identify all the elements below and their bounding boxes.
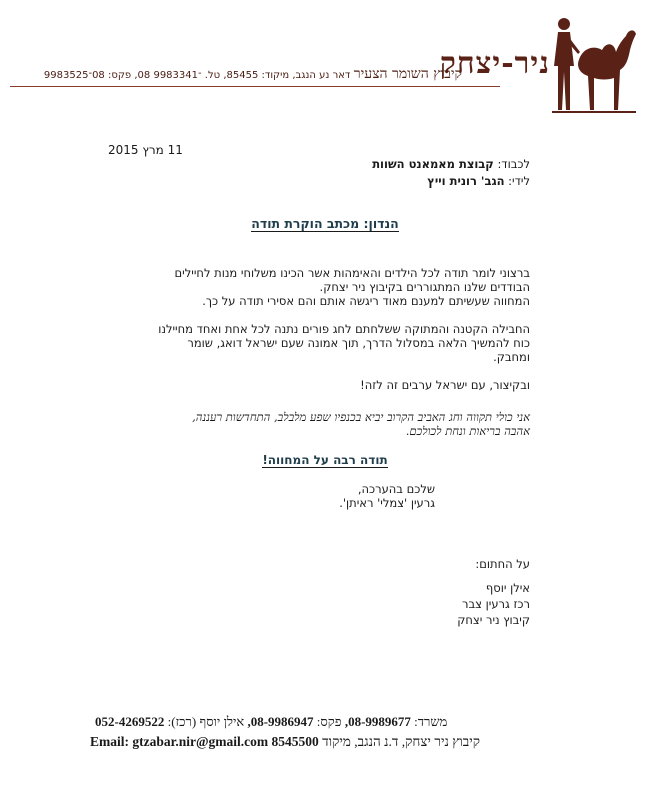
footer-address-line <box>90 734 480 750</box>
subject-line <box>0 216 650 231</box>
recipient-name: קבוצת מאמאנט השוות <box>372 157 494 171</box>
paragraph-1-line: המחווה שעשיתם למענם מאוד ריגשה אותם והם אסירי תודה על כך. <box>202 294 530 308</box>
footer-address: קיבוץ ניר יצחק, ד.נ הנגב, מיקוד <box>322 734 481 749</box>
paragraph-1-line: ברצוני לומר תודה לכל הילדים והאימהות אשר הכינו משלוחי מנות לחיילים <box>174 266 530 280</box>
signer-org: קיבוץ ניר יצחק <box>457 613 530 627</box>
letterhead-subline <box>10 66 462 83</box>
wish-line: אהבה בריאות ונחת לכולכם. <box>405 424 530 438</box>
paragraph-1-line: הבודדים שלנו המתגוררים בקיבוץ ניר יצחק. <box>319 280 530 294</box>
letterhead-address: דאר נע הנגב, מיקוד: 85455, טל. ־9983341 08, פקס: 08־9983525 <box>43 70 351 81</box>
closing-block <box>339 482 435 510</box>
footer-office-label: משרד: <box>414 714 448 729</box>
footer-contact-line <box>95 714 447 730</box>
paragraph-2-line: החבילה הקטנה והמתוקה ששלחתם לחג פורים נתנה לכל אחת ואחד מחיילנו <box>158 322 530 336</box>
signed-label: על החתום: <box>475 557 530 571</box>
recipient-label: לכבוד: <box>497 157 530 171</box>
footer-coordinator-phone: 052-4269522 <box>95 714 165 729</box>
footer-coordinator-label: אילן יוסף (רכז): <box>167 714 245 729</box>
subject-label: הנדון: <box>363 216 399 231</box>
signers-block <box>457 580 530 628</box>
footer-fax-label: פקס: <box>316 714 342 729</box>
footer-fax-number: 08-9986947, <box>247 714 314 729</box>
signer-title: רכז גרעין צבר <box>462 597 530 611</box>
thanks-text: תודה רבה על המחווה! <box>262 453 388 467</box>
wish-line: אני כולי תקווה וחג האביב הקרוב יביא בכנפיו שפע מלבלב, התחדשות רעננה, <box>192 410 530 424</box>
paragraph-1 <box>110 266 530 308</box>
attention-label: לידי: <box>508 174 530 188</box>
subject-text: מכתב הוקרת תודה <box>251 216 360 231</box>
attention-name: הגב' רונית וייץ <box>427 174 505 188</box>
attention-line <box>427 174 530 188</box>
recipient-line <box>372 157 530 171</box>
closing-line: שלכם בהערכה, <box>357 482 435 496</box>
paragraph-2 <box>110 322 530 364</box>
footer-zip: 8545500 <box>271 734 319 749</box>
closing-line: גרעין 'צמלי' ראיתן'. <box>339 496 435 510</box>
letterhead-org: קיבוץ השומר הצעיר <box>353 66 462 82</box>
footer-office-phone: 08-9989677, <box>344 714 411 729</box>
letterhead-rule <box>10 86 500 87</box>
wish-paragraph <box>110 410 530 438</box>
paragraph-2-line: ומחבק. <box>493 350 530 364</box>
paragraph-3: ובקיצור, עם ישראל ערבים זה לזה! <box>360 378 530 392</box>
camel-rider-icon <box>548 6 638 124</box>
letterhead-brand: ניר-יצחק <box>439 46 550 81</box>
paragraph-2-line: כוח להמשיך הלאה במסלול הדרך, תוך אמונה שעם ישראל דואג, שומר <box>187 336 530 350</box>
letter-date: 11 מרץ 2015 <box>108 143 183 157</box>
signer-name: אילן יוסף <box>485 581 530 595</box>
footer-email: Email: gtzabar.nir@gmail.com <box>90 734 269 749</box>
thanks-line <box>0 453 650 467</box>
